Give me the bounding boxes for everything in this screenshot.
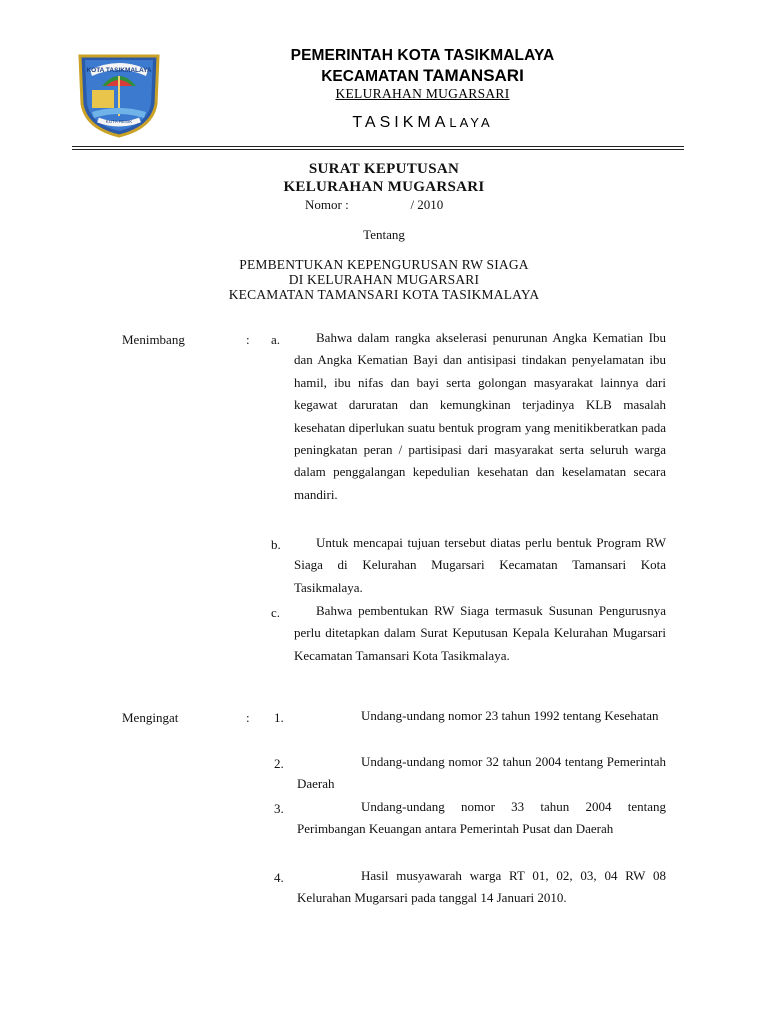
header-divider-thin — [72, 149, 684, 150]
header-divider-thick — [72, 146, 684, 147]
menimbang-item-c-text: Bahwa pembentukan RW Siaga termasuk Susunan Pengurusnya perlu ditetapkan dalam Surat Keputusan Kepala Kelurahan Mugarsari Kecamatan Tamansari Kota Tasikmalaya. — [294, 603, 666, 663]
mengingat-item-2-marker: 2. — [274, 756, 284, 771]
mengingat-item-3-marker: 3. — [274, 801, 284, 816]
menimbang-item-c-marker: c. — [271, 605, 281, 620]
decree-tentang: Tentang — [363, 227, 405, 242]
menimbang-item-b-marker: b. — [271, 537, 281, 552]
mengingat-label: Mengingat — [122, 710, 179, 725]
menimbang-item-b-text: Untuk mencapai tujuan tersebut diatas perlu bentuk Program RW Siaga di Kelurahan Mugarsari Kecamatan Tamansari Kota Tasikmalaya. — [294, 535, 666, 595]
mengingat-item-2-text: Undang-undang nomor 32 tahun 2004 tentang Pemerintah Daerah — [297, 754, 666, 792]
mengingat-item-4-marker: 4. — [274, 870, 284, 885]
decree-number: Nomor : / 2010 — [305, 197, 444, 212]
svg-text:KOTA RESIK: KOTA RESIK — [105, 119, 133, 124]
mengingat-item-1-marker: 1. — [274, 710, 284, 725]
mengingat-item-4-text: Hasil musyawarah warga RT 01, 02, 03, 04 RW 08 Kelurahan Mugarsari pada tanggal 14 Januari 2010. — [297, 868, 666, 906]
header-village-name: KELURAHAN MUGARSARI — [335, 86, 510, 101]
mengingat-item-1-text: Undang-undang nomor 23 tahun 1992 tentang Kesehatan — [361, 708, 659, 723]
mengingat-item-3-text: Undang-undang nomor 33 tahun 2004 tentang Perimbangan Keuangan antara Pemerintah Pusat dan Daerah — [297, 799, 666, 837]
menimbang-item-a-text: Bahwa dalam rangka akselerasi penurunan Angka Kematian Ibu dan Angka Kematian Bayi dan antisipasi tindakan penyelamatan ibu hamil, ibu nifas dan bayi serta golongan masyarakat lainnya dari kegawat daruratan dan kemungkinan terjadinya KLB masalah kesehatan diperlukan suatu bentuk program yang menitikberatkan pada peningkatan peran / partisipasi dari masyarakat serta seluruh warga dalam penggalangan kepedulian kesehatan dan keselamatan secara mandiri. — [294, 330, 666, 502]
menimbang-item-a-marker: a. — [271, 332, 281, 347]
decree-subject-line-1: PEMBENTUKAN KEPENGURUSAN RW SIAGA — [239, 257, 529, 272]
kota-tasikmalaya-emblem-logo — [72, 46, 166, 138]
decree-subject-line-2: DI KELURAHAN MUGARSARI — [288, 272, 480, 287]
decree-subject-line-3: KECAMATAN TAMANSARI KOTA TASIKMALAYA — [228, 287, 540, 302]
svg-text:KOTA TASIKMALAYA: KOTA TASIKMALAYA — [86, 67, 152, 74]
menimbang-colon: : — [246, 332, 250, 347]
header-district-prefix: KECAMATAN — [321, 68, 424, 85]
header-city-name — [200, 114, 645, 132]
decree-title: SURAT KEPUTUSAN — [308, 161, 460, 177]
header-city-name-big: TASIKMA — [352, 114, 450, 131]
mengingat-colon: : — [246, 710, 250, 725]
decree-issuer: KELURAHAN MUGARSARI — [283, 179, 485, 195]
menimbang-label: Menimbang — [122, 332, 185, 347]
header-district-title: TAMANSARI — [423, 66, 524, 85]
header-government-name: PEMERINTAH KOTA TASIKMALAYA — [290, 47, 555, 64]
header-city-name-small: LAYA — [449, 115, 493, 130]
header-district-name — [200, 66, 645, 86]
